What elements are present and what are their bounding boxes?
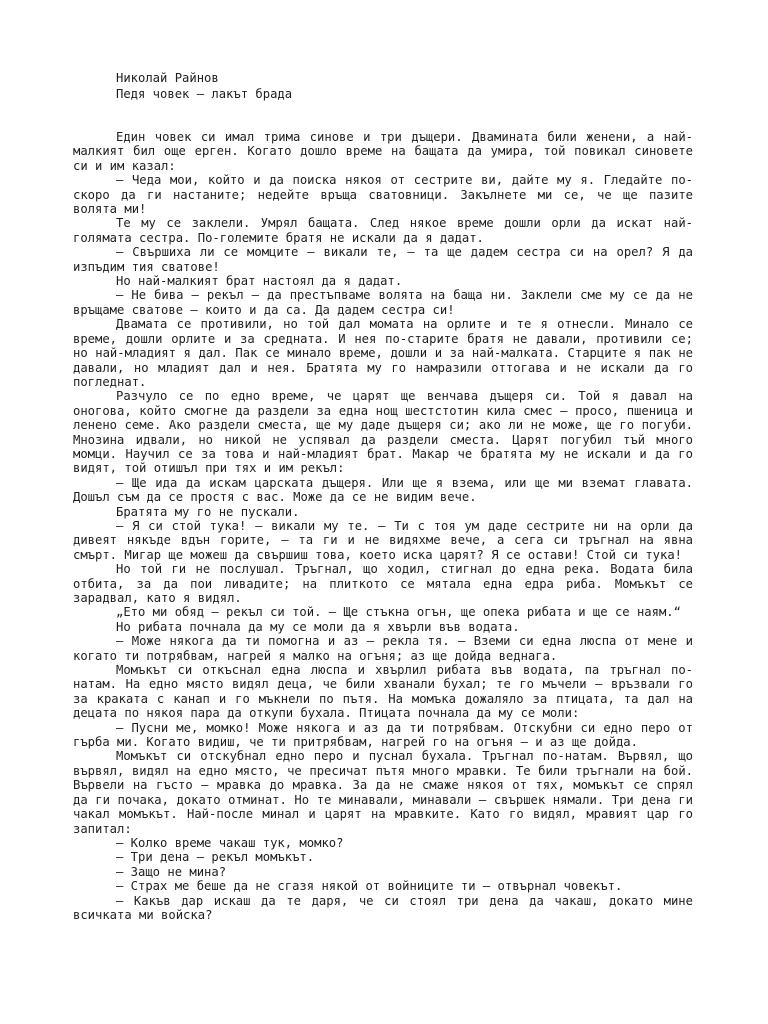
paragraph: Но той ги не послушал. Тръгнал, що ходил, стигнал до една река. Водата била отбита, за да пои ливадите; на плиткото се мятала една едра риба. Момъкът се зарадвал, като я видял. bbox=[73, 562, 693, 605]
paragraph: — Не бива — рекъл — да престъпваме волята на баща ни. Заклели сме му се да не връщаме сватове — които и да са. Да дадем сестра си! bbox=[73, 288, 693, 317]
paragraph: — Я си стой тука! — викали му те. — Ти с тоя ум даде сестрите ни на орли да дивеят някъде вдън горите, — та ги и не видяхме вече, а сега си тръгнал на явна смърт. Мигар ще можеш да свършиш това, което иска царят? Я се остави! Стой си тука! bbox=[73, 518, 693, 562]
paragraph: Момъкът си отскубнал едно перо и пуснал бухала. Тръгнал по-натам. Вървял, що вървял, видял на едно място, че пресичат пътя много мравки. Те били тръгнали на бой. Вървели на гъсто — мравка до мравка. За да не смаже някоя от тях, момъкът се спрял да ги почака, докато отминат. Но те минавали, минавали — свършек нямали. Три дена ги чакал момъкът. Най-после минал и царят на мравките. Като го видял, мравият цар го запитал: bbox=[73, 749, 693, 836]
paragraph: Един човек си имал трима синове и три дъщери. Двамината били женени, а най-малкият бил още ерген. Когато дошло време на бащата да умира, той повикал синовете си и им казал: bbox=[73, 130, 693, 173]
paragraph: Момъкът си откъснал една люспа и хвърлил рибата във водата, па тръгнал по-натам. На едно място видял деца, че били хванали бухал; те го мъчели — връзвали го за краката с канап и го мъкнели по пътя. На момъка дожаляло за птицата, та дал на децата по някоя пара да откупи бухала. Птицата почнала да му се моли: bbox=[73, 663, 693, 721]
paragraph: „Ето ми обяд — рекъл си той. — Ще стъкна огън, ще опека рибата и ще се наям.“ bbox=[116, 605, 681, 620]
paragraph: Братята му го не пускали. bbox=[116, 504, 300, 519]
paragraph: Те му се заклели. Умрял бащата. След някое време дошли орли да искат най-голямата сестра. По-големите братя не искали да я дадат. bbox=[73, 216, 693, 245]
paragraph: Разчуло се по едно време, че царят ще венчава дъщеря си. Той я давал на оногова, който смогне да раздели за една нощ шестстотин кила смес — просо, пшеница и ленено семе. Ако раздели сместа, ще му даде дъщеря си; ако ли не може, ще го погуби. Мнозина идвали, но никой не успявал да раздели сместа. Царят погубил тъй много момци. Научил се за това и най-младият брат. Макар че братята му не искали и да го видят, той отишъл при тях и им рекъл: bbox=[73, 389, 693, 476]
paragraph: Но рибата почнала да му се моли да я хвърли във водата. bbox=[116, 619, 520, 634]
paragraph: — Какъв дар искаш да те даря, че си стоял три дена да чакаш, докато мине всичката ми войска? bbox=[73, 893, 693, 922]
paragraph: — Пусни ме, момко! Може някога и аз да ти потрябвам. Отскубни си едно перо от гърба ми. Когато видиш, че ти притрябвам, нагрей го на огъня — и аз ще дойда. bbox=[73, 720, 693, 750]
paragraph: — Страх ме беше да не сгазя някой от войниците ти — отвърнал човекът. bbox=[116, 879, 623, 894]
document-title: Педя човек — лакът брада bbox=[116, 87, 293, 101]
paragraph: Двамата се противили, но той дал момата на орлите и те я отнесли. Минало се време, дошли орлите и за средната. И нея по-старите братя не давали, противили се; но най-младият я дал. Пак се минало време, дошли и за най-малката. Старците я пак не давали, но младият дал и нея. Братята му го намразили оттогава и не искали да го погледнат. bbox=[73, 317, 693, 389]
document-body bbox=[73, 130, 693, 922]
paragraph: — Колко време чакаш тук, момко? bbox=[116, 835, 344, 850]
author-name: Николай Райнов bbox=[116, 71, 219, 85]
paragraph: — Ще ида да искам царската дъщеря. Или ще я взема, или ще ми вземат главата. Дошъл съм да се простя с вас. Може да се не видим вече. bbox=[73, 475, 693, 505]
document-header bbox=[116, 70, 292, 102]
paragraph: — Защо не мина? bbox=[116, 864, 227, 879]
paragraph: Но най-малкият брат настоял да я дадат. bbox=[116, 274, 403, 289]
paragraph: — Три дена — рекъл момъкът. bbox=[116, 850, 315, 865]
paragraph: — Свършиха ли се момците — викали те, — та ще дадем сестра си на орел? Я да изпъдим тия сватове! bbox=[73, 245, 693, 274]
paragraph: — Може някога да ти помогна и аз — рекла тя. — Вземи си една люспа от мене и когато ти потрябвам, нагрей я малко на огъня; аз ще дойда веднага. bbox=[73, 634, 693, 663]
paragraph: — Чеда мои, който и да поиска някоя от сестрите ви, дайте му я. Гледайте по-скоро да ги настаните; недейте връща сватовници. Закълнете ми се, че ще пазите волята ми! bbox=[73, 173, 693, 217]
